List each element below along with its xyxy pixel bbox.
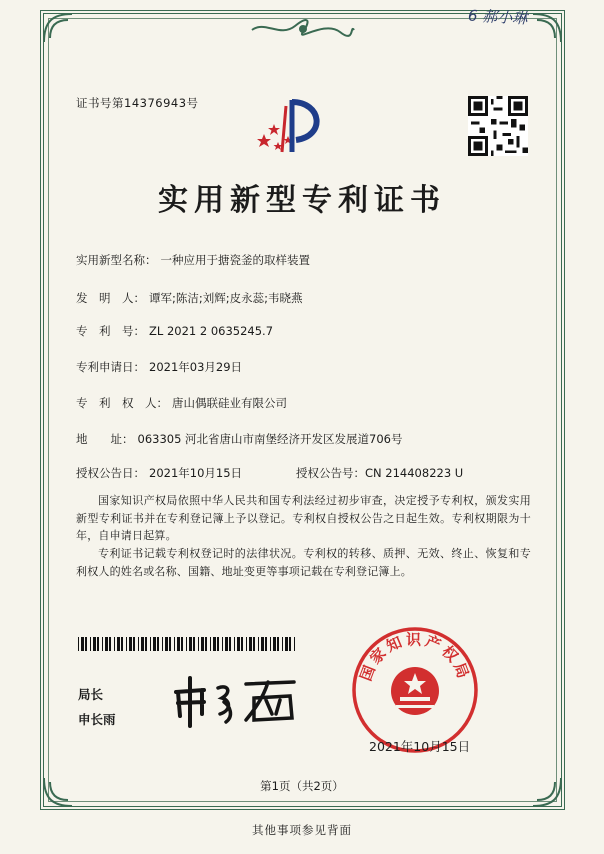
footer-note: 其他事项参见背面: [252, 823, 352, 837]
field-utility-model-name: [76, 252, 310, 268]
field-announcement-date: [76, 465, 242, 481]
official-seal: [350, 625, 480, 755]
field-inventors: [76, 290, 303, 306]
field-label: 授权公告日：: [76, 466, 145, 480]
field-label: 地 址：: [76, 432, 134, 446]
certificate-title: 实用新型专利证书: [158, 183, 446, 218]
certificate-number: 证书号第14376943号: [76, 96, 199, 110]
page-number: 第1页（共2页）: [260, 779, 344, 793]
field-filing-date: [76, 359, 242, 375]
qr-code-icon: [466, 96, 530, 156]
field-announcement-number: [296, 465, 463, 481]
corner-ornament-icon: [42, 12, 76, 46]
handwritten-note: 6 郝小琳: [467, 6, 528, 28]
body-paragraph-1: 国家知识产权局依照中华人民共和国专利法经过初步审查，决定授予专利权，颁发实用新型专利证书并在专利登记簿上予以登记。专利权自授权公告之日起生效。专利权期限为十年，自申请日起算。: [76, 494, 531, 542]
director-name: 申长雨: [78, 712, 116, 727]
field-label: 授权公告号：: [296, 466, 365, 480]
field-patent-number: [76, 323, 273, 339]
field-label: 专 利 号：: [76, 324, 145, 338]
field-value: 2021年10月15日: [149, 466, 243, 480]
field-patentee: [76, 395, 287, 411]
corner-ornament-icon: [529, 12, 563, 46]
field-label: 专利申请日：: [76, 360, 145, 374]
director-title: 局长: [78, 687, 104, 702]
patent-office-logo-icon: [256, 96, 328, 156]
field-value: 谭军;陈洁;刘辉;皮永蕊;韦晓燕: [149, 291, 303, 305]
field-value: ZL 2021 2 0635245.7: [149, 324, 274, 338]
field-label: 专 利 权 人：: [76, 396, 168, 410]
field-value: CN 214408223 U: [365, 466, 464, 480]
field-value: 2021年03月29日: [149, 360, 243, 374]
barcode-icon: [78, 637, 298, 651]
seal-text: 国家知识产权局: [356, 630, 474, 684]
director-signature: [168, 670, 303, 730]
field-value: 一种应用于搪瓷釜的取样装置: [160, 253, 310, 267]
field-value: 063305 河北省唐山市南堡经济开发区发展道706号: [137, 432, 403, 446]
body-paragraph-2: 专利证书记载专利权登记时的法律状况。专利权的转移、质押、无效、终止、恢复和专利权人的姓名或名称、国籍、地址变更等事项记载在专利登记簿上。: [76, 547, 531, 578]
field-label: 发 明 人：: [76, 291, 145, 305]
field-label: 实用新型名称：: [76, 253, 157, 267]
field-value: 唐山偶联硅业有限公司: [172, 396, 287, 410]
top-ornament-icon: [250, 18, 356, 40]
field-address: [76, 431, 403, 447]
seal-date: 2021年10月15日: [369, 739, 471, 754]
